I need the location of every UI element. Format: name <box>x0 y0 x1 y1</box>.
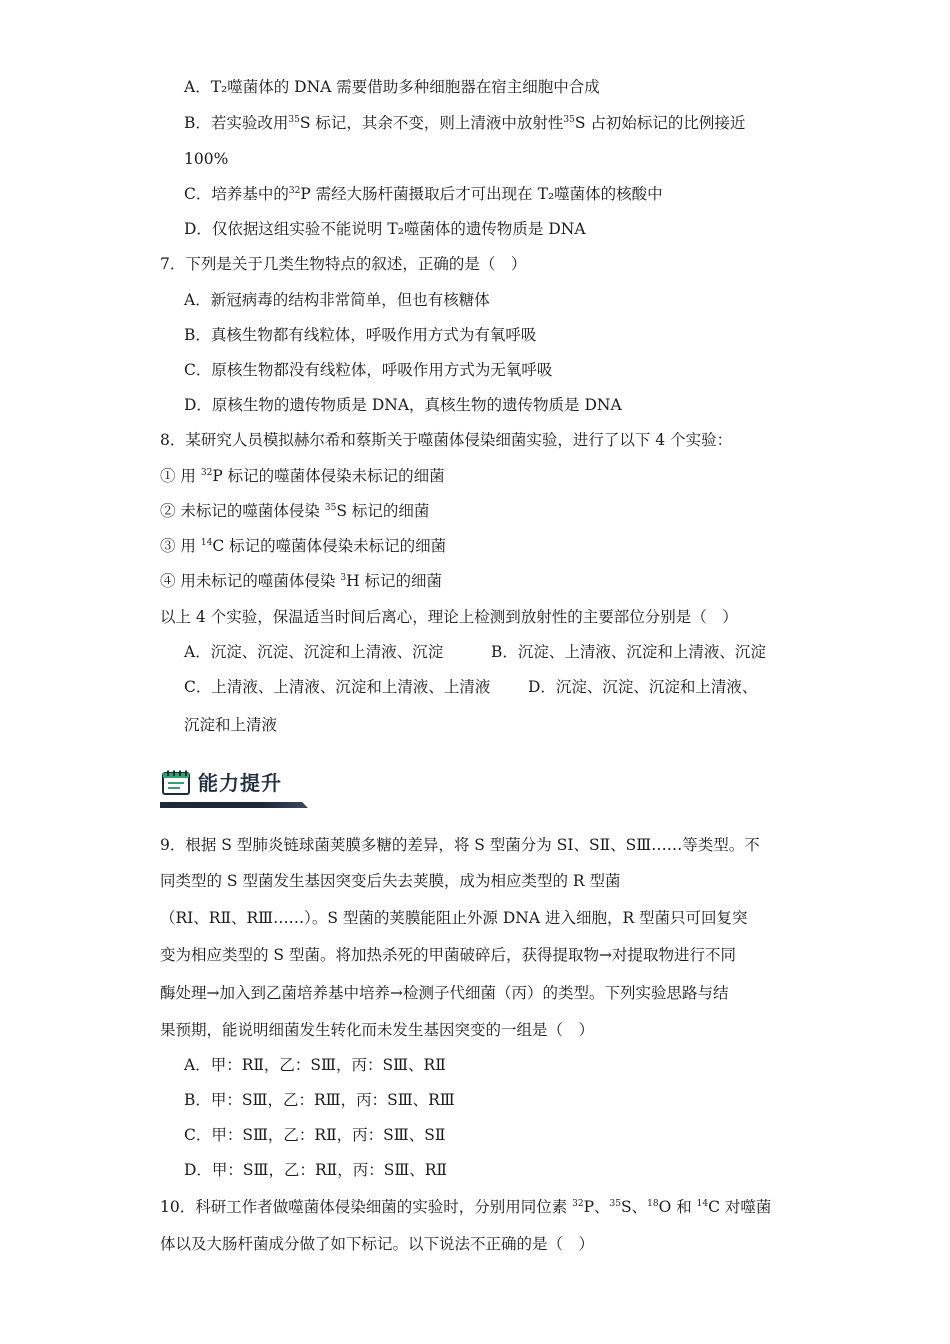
q6-option-b: B．若实验改用$^{35}$S 标记，其余不变，则上清液中放射性$^{35}$S 占初始标记的比例接近 <box>184 114 746 132</box>
q6-option-c: C．培养基中的$^{32}$P 需经大肠杆菌摄取后才可出现在 T₂噬菌体的核酸中 <box>184 185 663 203</box>
section-header <box>160 766 310 810</box>
q9-line-2: 同类型的 S 型菌发生基因突变后失去荚膜，成为相应类型的 R 型菌 <box>160 872 621 890</box>
q9-option-b: B．甲：SⅢ，乙：RⅢ，丙：SⅢ、RⅢ <box>184 1091 455 1109</box>
q8-experiment-4: ④ 用未标记的噬菌体侵染 $^3$H 标记的细菌 <box>160 572 443 590</box>
q6-option-b-cont: 100% <box>184 150 229 168</box>
q8-stem: 8．某研究人员模拟赫尔希和蔡斯关于噬菌体侵染细菌实验，进行了以下 4 个实验： <box>160 431 733 449</box>
section-title: 能力提升 <box>198 771 282 795</box>
q9-option-a: A．甲：RⅡ，乙：SⅢ，丙：SⅢ、RⅡ <box>184 1056 446 1074</box>
section-underline <box>160 802 308 808</box>
q7-option-a: A．新冠病毒的结构非常简单，但也有核糖体 <box>184 291 490 309</box>
isotope-mass: 32 <box>572 1199 584 1209</box>
q9-option-c: C．甲：SⅢ，乙：RⅡ，丙：SⅢ、SⅡ <box>184 1126 446 1144</box>
q9-line-1: 9．根据 S 型肺炎链球菌荚膜多糖的差异，将 S 型菌分为 SⅠ、SⅡ、SⅢ……等类型。不 <box>160 836 760 854</box>
q9-line-5: 酶处理→加入到乙菌培养基中培养→检测子代细菌（丙）的类型。下列实验思路与结 <box>160 984 729 1002</box>
q8-experiment-3: ③ 用 $^{14}$C 标记的噬菌体侵染未标记的细菌 <box>160 537 447 555</box>
q7-stem: 7．下列是关于几类生物特点的叙述，正确的是（ ） <box>160 255 527 273</box>
q8-experiment-2: ② 未标记的噬菌体侵染 $^{35}$S 标记的细菌 <box>160 502 430 520</box>
q9-option-d: D．甲：SⅢ，乙：RⅡ，丙：SⅢ、RⅡ <box>184 1161 447 1179</box>
q8-options-cd <box>184 676 824 698</box>
notebook-icon <box>162 770 192 796</box>
q8-option-b: B．沉淀、上清液、沉淀和上清液、沉淀 <box>491 643 766 661</box>
q10-line-1: 10．科研工作者做噬菌体侵染细菌的实验时，分别用同位素 $^{32}$P、$^{35}$S、$^{18}$O 和 $^{14}$C 对噬菌 <box>160 1198 772 1216</box>
isotope-mass: 14 <box>200 538 213 548</box>
q7-option-c: C．原核生物都没有线粒体，呼吸作用方式为无氧呼吸 <box>184 361 553 379</box>
q8-question: 以上 4 个实验，保温适当时间后离心，理论上检测到放射性的主要部位分别是（ ） <box>160 608 738 626</box>
q6-option-a: A．T₂噬菌体的 DNA 需要借助多种细胞器在宿主细胞中合成 <box>184 78 600 96</box>
q8-experiment-1: ① 用 $^{32}$P 标记的噬菌体侵染未标记的细菌 <box>160 467 445 485</box>
q9-line-4: 变为相应类型的 S 型菌。将加热杀死的甲菌破碎后，获得提取物→对提取物进行不同 <box>160 946 736 964</box>
isotope-mass: 35 <box>563 115 575 125</box>
q8-option-a: A．沉淀、沉淀、沉淀和上清液、沉淀 <box>184 643 444 661</box>
isotope-mass: 35 <box>288 115 300 125</box>
q9-line-6: 果预期，能说明细菌发生转化而未发生基因突变的一组是（ ） <box>160 1021 595 1039</box>
q7-option-d: D．原核生物的遗传物质是 DNA，真核生物的遗传物质是 DNA <box>184 396 622 414</box>
q8-option-d: D．沉淀、沉淀、沉淀和上清液、 <box>528 678 758 696</box>
q7-option-b: B．真核生物都有线粒体，呼吸作用方式为有氧呼吸 <box>184 326 537 344</box>
isotope-mass: 35 <box>609 1199 621 1209</box>
isotope-mass: 18 <box>647 1199 659 1209</box>
q8-option-d-cont: 沉淀和上清液 <box>184 716 278 734</box>
q9-line-3: （RⅠ、RⅡ、RⅢ……）。S 型菌的荚膜能阻止外源 DNA 进入细胞，R 型菌只可回复突 <box>160 909 748 927</box>
q10-line-2: 体以及大肠杆菌成分做了如下标记。以下说法不正确的是（ ） <box>160 1235 595 1253</box>
q6-option-d: D．仅依据这组实验不能说明 T₂噬菌体的遗传物质是 DNA <box>184 220 586 238</box>
q8-option-c: C．上清液、上清液、沉淀和上清液、上清液 <box>184 678 491 696</box>
q8-options-ab <box>184 641 824 663</box>
isotope-mass: 32 <box>200 468 213 478</box>
isotope-mass: 35 <box>324 503 337 513</box>
isotope-mass: 14 <box>696 1199 709 1209</box>
isotope-mass: 32 <box>288 186 301 196</box>
isotope-mass: 3 <box>340 573 347 583</box>
